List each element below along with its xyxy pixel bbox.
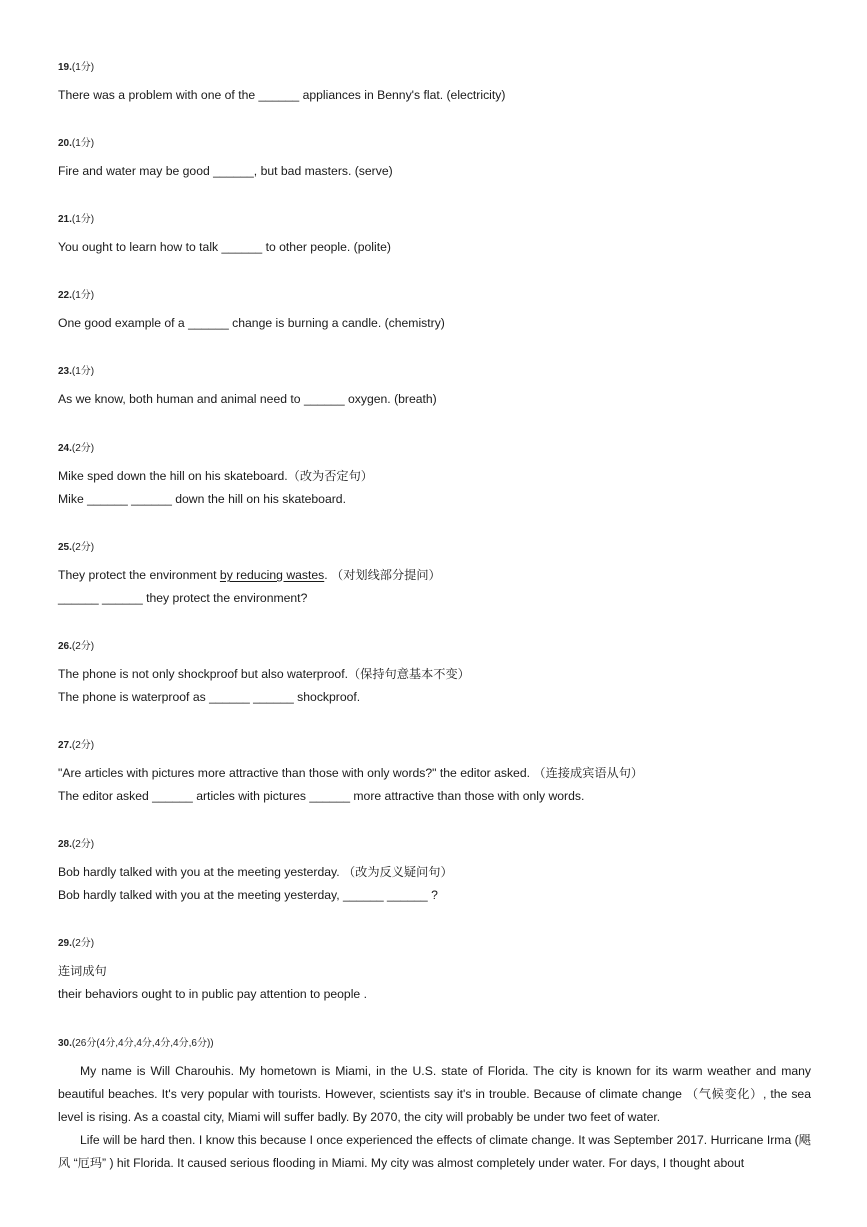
question-answer-line: The editor asked ______ articles with pictures ______ more attractive than those with only words. [58,789,585,803]
question-text: One good example of a ______ change is burning a candle. (chemistry) [58,316,445,330]
question-score: (1分) [71,138,95,149]
question-19 [58,58,811,107]
question-score: (1分) [71,62,95,73]
question-header [58,1034,811,1049]
question-text: You ought to learn how to talk ______ to other people. (polite) [58,240,391,254]
question-28 [58,835,811,907]
question-number: 25. [58,542,72,553]
reading-passage [58,1060,811,1175]
question-text [58,564,811,587]
question-instruction: 连词成句 [58,964,107,978]
question-header [58,934,811,949]
question-answer-line: ______ ______ they protect the environment? [58,591,308,605]
question-score: (2分) [71,938,95,949]
question-text: their behaviors ought to in public pay attention to people . [58,987,367,1001]
question-text-pre: They protect the environment [58,568,220,582]
question-score: (2分) [71,443,95,454]
question-text: Fire and water may be good ______, but bad masters. (serve) [58,164,393,178]
question-text: The phone is not only shockproof but also waterproof.（保持句意基本不变） [58,667,470,681]
question-header [58,736,811,751]
question-score: (1分) [71,290,95,301]
question-text: There was a problem with one of the ______ appliances in Benny's flat. (electricity) [58,88,506,102]
question-score: (1分) [71,214,95,225]
question-number: 26. [58,641,72,652]
question-20 [58,134,811,183]
question-22 [58,286,811,335]
question-number: 30. [58,1038,72,1049]
question-header [58,835,811,850]
question-24 [58,439,811,511]
question-header [58,134,811,149]
underlined-phrase: by reducing wastes [219,568,325,582]
question-number: 27. [58,740,72,751]
question-score: (1分) [71,366,95,377]
question-score: (2分) [71,542,95,553]
question-number: 29. [58,938,72,949]
question-header [58,538,811,553]
question-header [58,439,811,454]
question-header [58,286,811,301]
question-score: (2分) [71,839,95,850]
question-text: Mike sped down the hill on his skateboard.（改为否定句） [58,469,373,483]
question-number: 19. [58,62,72,73]
question-text: Bob hardly talked with you at the meeting yesterday. （改为反义疑问句） [58,865,453,879]
question-text-post: . （对划线部分提问） [324,568,441,582]
question-30 [58,1034,811,1175]
question-number: 22. [58,290,72,301]
question-number: 24. [58,443,72,454]
question-score: (26分(4分,4分,4分,4分,4分,6分)) [71,1038,214,1049]
question-header [58,58,811,73]
question-text: As we know, both human and animal need to ______ oxygen. (breath) [58,392,437,406]
question-21 [58,210,811,259]
question-25 [58,538,811,610]
question-number: 20. [58,138,72,149]
question-23 [58,362,811,411]
question-27 [58,736,811,808]
question-number: 21. [58,214,72,225]
question-text: "Are articles with pictures more attractive than those with only words?" the editor asked. （连接成宾语从句） [58,766,644,780]
question-answer-line: Bob hardly talked with you at the meeting yesterday, ______ ______ ? [58,888,438,902]
question-answer-line: The phone is waterproof as ______ ______ shockproof. [58,690,361,704]
question-answer-line: Mike ______ ______ down the hill on his skateboard. [58,492,346,506]
question-score: (2分) [71,641,95,652]
question-29 [58,934,811,1006]
passage-paragraph: My name is Will Charouhis. My hometown is Miami, in the U.S. state of Florida. The city is known for its warm weather and many beautiful beaches. It's very popular with tourists. However, scientists say it's in trouble. Because of climate change （气候变化）, the sea level is rising. As a coastal city, Miami will suffer badly. By 2070, the city will probably be under two feet of water. [58,1064,811,1124]
question-number: 28. [58,839,72,850]
question-number: 23. [58,366,72,377]
question-header [58,637,811,652]
passage-paragraph: Life will be hard then. I know this because I once experienced the effects of climate change. It was September 2017. Hurricane Irma (飓风 “厄玛” ) hit Florida. It caused serious flooding in Miami. My city was almost completely under water. For days, I thought about [58,1133,811,1170]
question-score: (2分) [71,740,95,751]
question-header [58,362,811,377]
question-header [58,210,811,225]
question-26 [58,637,811,709]
